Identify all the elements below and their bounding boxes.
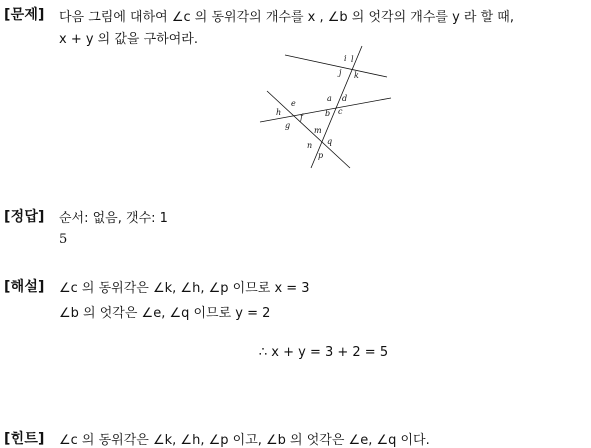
angle-label-i: i <box>344 54 347 63</box>
problem-text-line-2: x + y 의 값을 구하여라. <box>59 32 198 47</box>
geometry-figure <box>255 44 395 174</box>
angle-label-q: q <box>327 137 333 146</box>
explanation-line-3: ∴ x + y = 3 + 2 = 5 <box>258 345 389 360</box>
hint-text: ∠c 의 동위각은 ∠k, ∠h, ∠p 이고, ∠b 의 엇각은 ∠e, ∠q 이다. <box>59 433 430 448</box>
angle-label-b: b <box>325 109 331 118</box>
explanation-line-1: ∠c 의 동위각은 ∠k, ∠h, ∠p 이므로 x = 3 <box>59 281 310 296</box>
angle-label-e: e <box>291 99 296 108</box>
angle-label-f: f <box>300 113 303 122</box>
angle-label-a: a <box>327 94 332 103</box>
angle-label-h: h <box>276 108 282 117</box>
angle-label-m: m <box>314 126 322 135</box>
line-top <box>285 55 387 77</box>
angle-label-p: p <box>318 151 324 160</box>
angle-label-j: j <box>339 68 342 77</box>
angle-label-g: g <box>285 121 291 130</box>
problem-label: [문제] <box>4 7 45 23</box>
angle-label-l: l <box>351 55 354 64</box>
answer-value: 5 <box>59 232 68 247</box>
answer-label: [정답] <box>4 209 45 225</box>
explanation-line-2: ∠b 의 엇각은 ∠e, ∠q 이므로 y = 2 <box>59 306 271 321</box>
answer-text-line-1: 순서: 없음, 갯수: 1 <box>59 211 168 226</box>
hint-label: [힌트] <box>4 431 45 447</box>
angle-label-n: n <box>307 141 313 150</box>
angle-label-d: d <box>342 94 348 103</box>
problem-text-line-1: 다음 그림에 대하여 ∠c 의 동위각의 개수를 x , ∠b 의 엇각의 개수를 y 라 할 때, <box>59 10 514 25</box>
angle-label-c: c <box>338 107 343 116</box>
explanation-label: [해설] <box>4 279 45 295</box>
line-diagonal <box>267 91 350 168</box>
line-steep <box>311 46 362 168</box>
angle-label-k: k <box>354 71 359 80</box>
